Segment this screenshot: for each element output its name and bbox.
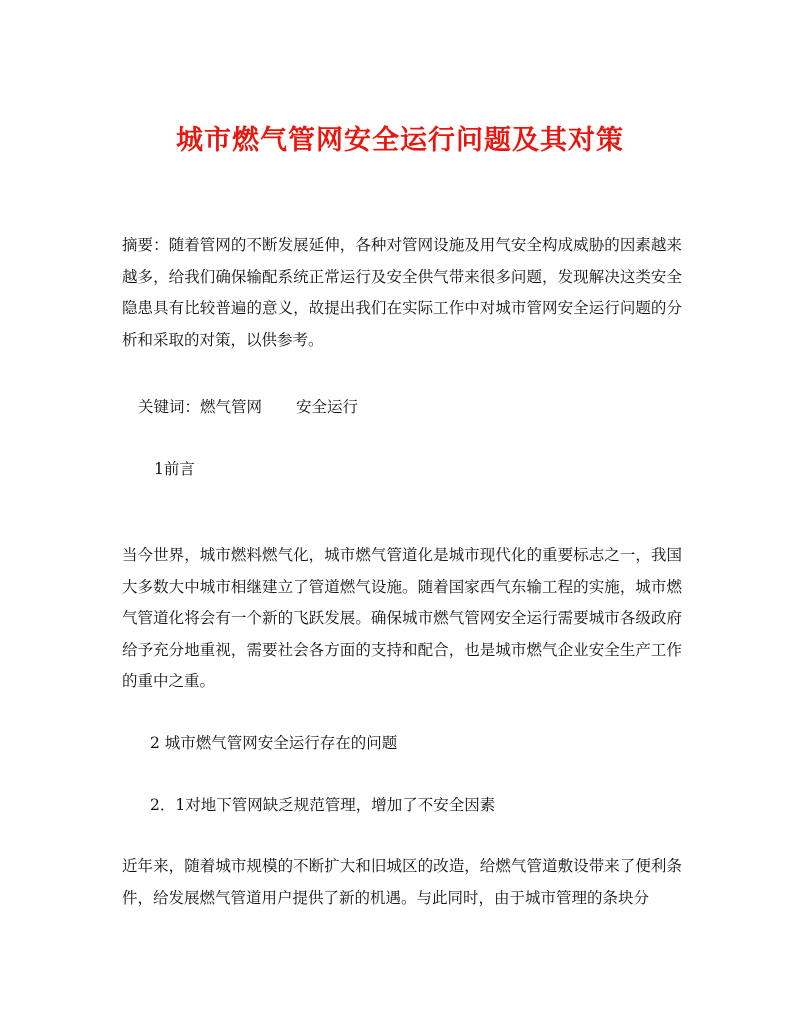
- subsection-2-1-paragraph: 近年来，随着城市规模的不断扩大和旧城区的改造，给燃气管道敷设带来了便利条件，给发展燃气管道用户提供了新的机遇。与此同时，由于城市管理的条块分: [122, 857, 682, 907]
- document-title: 城市燃气管网安全运行问题及其对策: [176, 125, 624, 157]
- abstract-paragraph: 摘要：随着管网的不断发展延伸，各种对管网设施及用气安全构成威胁的因素越来越多，给我们确保输配系统正常运行及安全供气带来很多问题，发现解决这类安全隐患具有比较普遍的意义，故提出我们在实际工作中对城市管网安全运行问题的分析和采取的对策，以供参考。: [122, 236, 682, 349]
- keyword-item: 安全运行: [296, 398, 359, 416]
- section-heading-problems: 2 城市燃气管网安全运行存在的问题: [150, 734, 398, 752]
- subsection-heading-2-1: 2．1对地下管网缺乏规范管理，增加了不安全因素: [150, 796, 496, 814]
- keywords-line: [138, 395, 358, 419]
- keyword-item: 燃气管网: [200, 398, 263, 416]
- section-heading-introduction: 1前言: [154, 460, 195, 478]
- introduction-paragraph: 当今世界，城市燃料燃气化，城市燃气管道化是城市现代化的重要标志之一，我国大多数大中城市相继建立了管道燃气设施。随着国家西气东输工程的实施，城市燃气管道化将会有一个新的飞跃发展。确保城市燃气管网安全运行需要城市各级政府给予充分地重视，需要社会各方面的支持和配合，也是城市燃气企业安全生产工作的重中之重。: [122, 546, 682, 690]
- keywords-label: 关键词：: [138, 398, 201, 416]
